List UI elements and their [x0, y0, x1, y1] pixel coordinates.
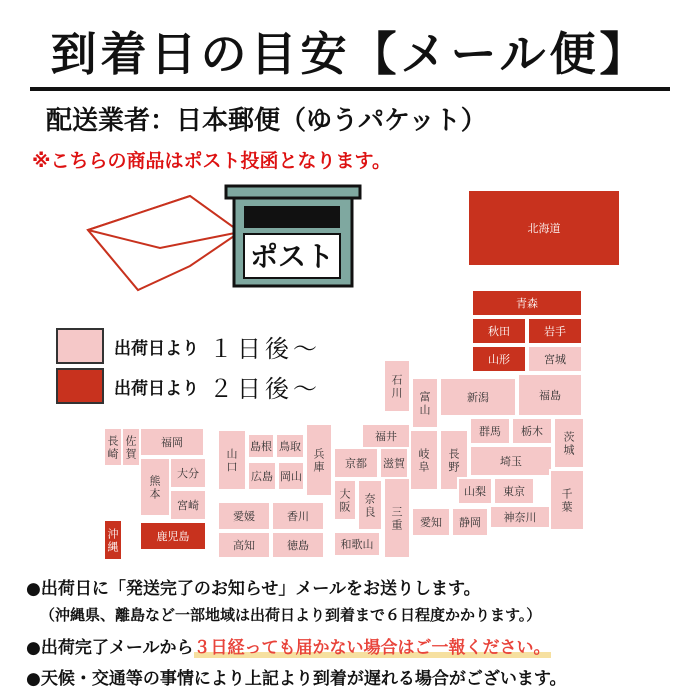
pref-label-kagoshima: 鹿児島 — [156, 530, 190, 543]
pref-label-ibaraki-0: 茨 — [563, 430, 575, 444]
footer-line-1: ●出荷日に「発送完了のお知らせ」メールをお送りします。 — [26, 579, 481, 599]
pref-label-saga-1: 賀 — [125, 447, 137, 461]
pref-label-fukuoka: 福岡 — [161, 436, 183, 449]
pref-label-yamagata: 山形 — [488, 353, 510, 366]
pref-label-iwate: 岩手 — [544, 325, 566, 338]
pref-label-ishikawa-0: 石 — [391, 373, 403, 387]
pref-label-tokyo: 東京 — [503, 485, 525, 498]
pref-label-niigata: 新潟 — [467, 391, 489, 404]
pref-label-kyoto: 京都 — [345, 457, 367, 470]
pref-label-nagano-1: 野 — [448, 460, 460, 474]
footer-line-3-highlight: ３日経っても届かない場合はご一報ください。 — [193, 638, 551, 658]
pref-label-kanagawa: 神奈川 — [503, 511, 537, 524]
pref-label-hiroshima: 広島 — [251, 470, 273, 483]
pref-label-kagawa: 香川 — [287, 510, 309, 523]
pref-label-shizuoka: 静岡 — [459, 516, 481, 529]
pref-label-nagasaki-1: 崎 — [107, 447, 119, 461]
pref-label-yamaguchi-1: 口 — [226, 460, 238, 474]
legend-one-day-value: １日後〜 — [209, 334, 321, 363]
pref-label-hyogo-0: 兵 — [313, 447, 325, 461]
pref-label-kochi: 高知 — [233, 539, 255, 552]
pref-label-tottori: 鳥取 — [279, 440, 301, 453]
pref-label-tochigi: 栃木 — [521, 425, 543, 438]
pref-label-akita: 秋田 — [488, 325, 510, 338]
pref-label-aomori: 青森 — [516, 297, 538, 310]
pref-label-toyama-0: 富 — [419, 390, 431, 404]
pref-label-nagano-0: 長 — [448, 447, 460, 461]
pref-label-osaka-1: 阪 — [339, 500, 351, 514]
carrier-label: 配送業者：日本郵便（ゆうパケット） — [46, 106, 487, 136]
pref-label-saitama: 埼玉 — [500, 455, 522, 468]
pref-label-miyazaki: 宮崎 — [177, 499, 199, 512]
pref-label-hokkaido: 北海道 — [527, 222, 561, 235]
pref-label-kumamoto-0: 熊 — [149, 474, 161, 488]
pref-label-nara-1: 良 — [364, 505, 376, 519]
pref-label-yamanashi: 山梨 — [464, 485, 486, 498]
pref-label-mie-0: 三 — [391, 505, 403, 519]
pref-label-fukushima: 福島 — [539, 389, 561, 402]
pref-label-okinawa-0: 沖 — [107, 527, 119, 541]
pref-label-gunma: 群馬 — [479, 425, 501, 438]
pref-label-okinawa-1: 縄 — [107, 540, 119, 554]
pref-label-ibaraki-1: 城 — [563, 443, 575, 457]
pref-label-shiga: 滋賀 — [383, 457, 405, 470]
pref-label-miyagi: 宮城 — [544, 353, 566, 366]
pref-label-nagasaki-0: 長 — [107, 434, 119, 448]
pref-label-osaka-0: 大 — [339, 487, 351, 501]
footer-line-2: （沖縄県、離島など一部地域は出荷日より到着まで６日程度かかります。） — [40, 606, 542, 624]
pref-label-yamaguchi-0: 山 — [226, 447, 238, 461]
pref-label-ishikawa-1: 川 — [391, 386, 403, 400]
legend-one-day-prefix: 出荷日より — [114, 338, 199, 359]
footer-line-4: ●天候・交通等の事情により上記より到着が遅れる場合がございます。 — [26, 669, 567, 689]
footer-line-3 — [26, 633, 551, 658]
footer-line-3-lead: ●出荷完了メールから — [26, 638, 194, 658]
pref-label-fukui: 福井 — [375, 430, 397, 443]
pref-label-ehime: 愛媛 — [233, 510, 255, 523]
pref-label-gifu-1: 阜 — [418, 460, 430, 474]
pref-label-saga-0: 佐 — [125, 434, 137, 448]
pref-label-aichi: 愛知 — [420, 516, 442, 529]
pref-label-oita: 大分 — [177, 467, 199, 480]
pref-label-shimane: 島根 — [250, 440, 272, 453]
page-title: 到着日の目安【メール便】 — [50, 27, 650, 81]
post-sign-text: ポスト — [249, 240, 335, 273]
pref-label-tokushima: 徳島 — [287, 539, 309, 552]
pref-label-chiba-1: 葉 — [561, 500, 573, 514]
legend-two-day-prefix: 出荷日より — [114, 378, 199, 399]
pref-label-gifu-0: 岐 — [418, 447, 430, 461]
pref-label-mie-1: 重 — [391, 518, 403, 532]
pref-label-hyogo-1: 庫 — [313, 460, 325, 474]
envelope-icon — [88, 196, 240, 290]
pref-label-nara-0: 奈 — [364, 492, 376, 506]
pref-label-okayama: 岡山 — [280, 470, 302, 483]
pref-label-toyama-1: 山 — [419, 403, 431, 417]
legend-two-day-value: ２日後〜 — [209, 374, 321, 403]
pref-label-kumamoto-1: 本 — [149, 487, 161, 501]
mailbox-note: ※こちらの商品はポスト投函となります。 — [32, 150, 391, 172]
pref-label-chiba-0: 千 — [561, 487, 573, 501]
pref-label-wakayama: 和歌山 — [340, 538, 374, 551]
